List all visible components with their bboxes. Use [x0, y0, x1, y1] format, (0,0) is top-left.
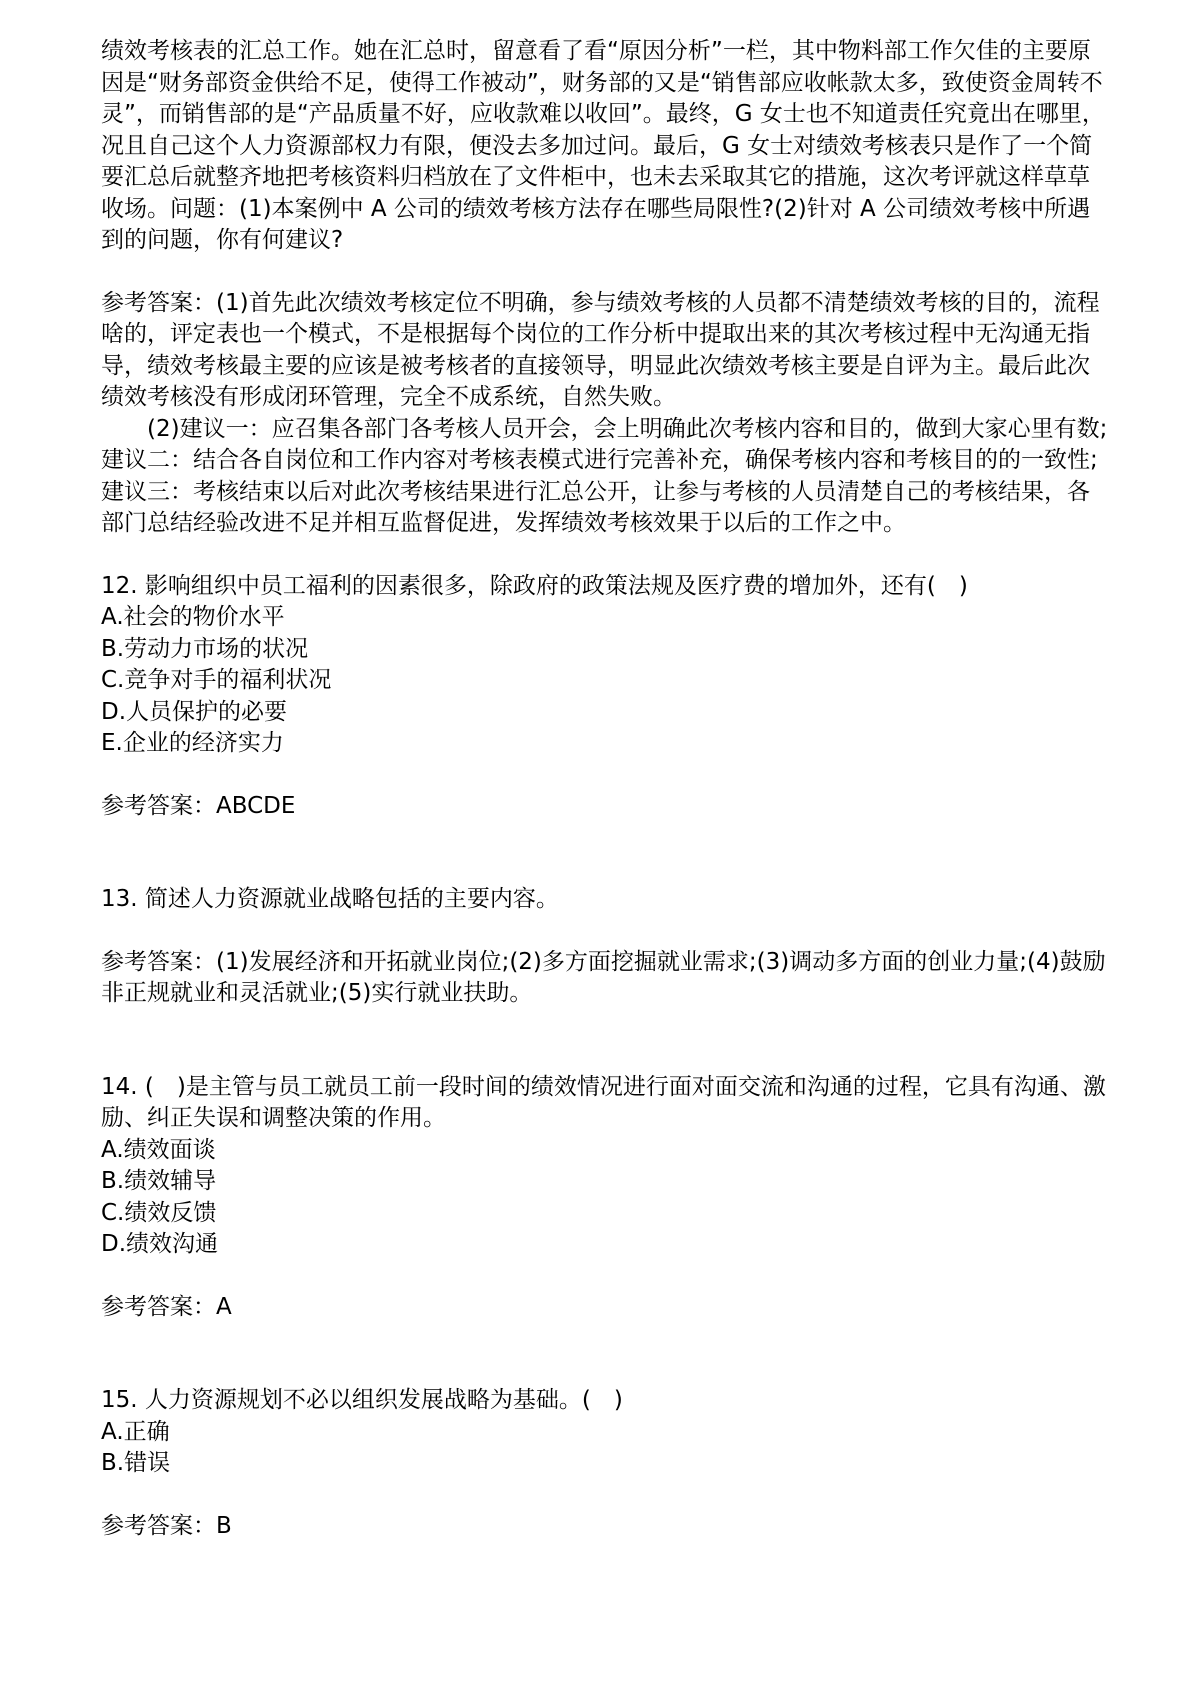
question-14-answer: 参考答案：A	[101, 1293, 232, 1320]
question-12	[101, 571, 1111, 823]
case-answer-part-2: (2)建议一：应召集各部门各考核人员开会，会上明确此次考核内容和目的，做到大家心里有数;建议二：结合各自岗位和工作内容对考核表模式进行完善补充，确保考核内容和考核目的的一致性;建议三：考核结束以后对此次考核结果进行汇总公开，让参与考核的人员清楚自己的考核结果，各部门总结经验改进不足并相互监督促进，发挥绩效考核效果于以后的工作之中。	[101, 415, 1108, 536]
document-page	[101, 36, 1111, 1542]
question-12-answer: 参考答案：ABCDE	[101, 792, 296, 819]
question-12-option-b: B.劳动力市场的状况	[101, 635, 309, 662]
question-15-option-a: A.正确	[101, 1418, 170, 1445]
question-14-option-a: A.绩效面谈	[101, 1136, 216, 1163]
question-14-option-c: C.绩效反馈	[101, 1199, 217, 1226]
question-12-option-e: E.企业的经济实力	[101, 730, 284, 756]
question-12-option-a: A.社会的物价水平	[101, 604, 285, 630]
question-15-answer: 参考答案：B	[101, 1512, 232, 1539]
question-14-text: 14. ( )是主管与员工就员工前一段时间的绩效情况进行面对面交流和沟通的过程，它具有沟通、激励、纠正失误和调整决策的作用。	[101, 1073, 1106, 1131]
question-15	[101, 1385, 1111, 1542]
case-paragraph: 绩效考核表的汇总工作。她在汇总时，留意看了看“原因分析”一栏，其中物料部工作欠佳的主要原因是“财务部资金供给不足，使得工作被动”，财务部的又是“销售部应收帐款太多，致使资金周转不灵”，而销售部的是“产品质量不好，应收款难以收回”。最终，G 女士也不知道责任究竟出在哪里，况且自己这个人力资源部权力有限，便没去多加过问。最后，G 女士对绩效考核表只是作了一个简要汇总后就整齐地把考核资料归档放在了文件柜中，也未去采取其它的措施，这次考评就这样草草收场。问题：(1)本案例中 A 公司的绩效考核方法存在哪些局限性?(2)针对 A 公司绩效考核中所遇到的问题，你有何建议?	[101, 38, 1105, 253]
question-14	[101, 1072, 1111, 1324]
question-12-option-c: C.竞争对手的福利状况	[101, 667, 332, 693]
case-answer-part-1: 参考答案：(1)首先此次绩效考核定位不明确，参与绩效考核的人员都不清楚绩效考核的目的，流程啥的，评定表也一个模式，不是根据每个岗位的工作分析中提取出来的其次考核过程中无沟通无指导，绩效考核最主要的应该是被考核者的直接领导，明显此次绩效考核主要是自评为主。最后此次绩效考核没有形成闭环管理，完全不成系统，自然失败。	[101, 289, 1100, 410]
question-15-option-b: B.错误	[101, 1450, 171, 1476]
question-15-text: 15. 人力资源规划不必以组织发展战略为基础。( )	[101, 1387, 623, 1413]
question-14-option-b: B.绩效辅导	[101, 1168, 217, 1194]
question-12-text: 12. 影响组织中员工福利的因素很多，除政府的政策法规及医疗费的增加外，还有( )	[101, 572, 968, 599]
question-13-text: 13. 简述人力资源就业战略包括的主要内容。	[101, 886, 559, 912]
question-13-answer: 参考答案：(1)发展经济和开拓就业岗位;(2)多方面挖掘就业需求;(3)调动多方面的创业力量;(4)鼓励非正规就业和灵活就业;(5)实行就业扶助。	[101, 948, 1106, 1006]
question-13	[101, 884, 1111, 1010]
question-12-option-d: D.人员保护的必要	[101, 698, 288, 725]
question-14-option-d: D.绩效沟通	[101, 1231, 219, 1257]
